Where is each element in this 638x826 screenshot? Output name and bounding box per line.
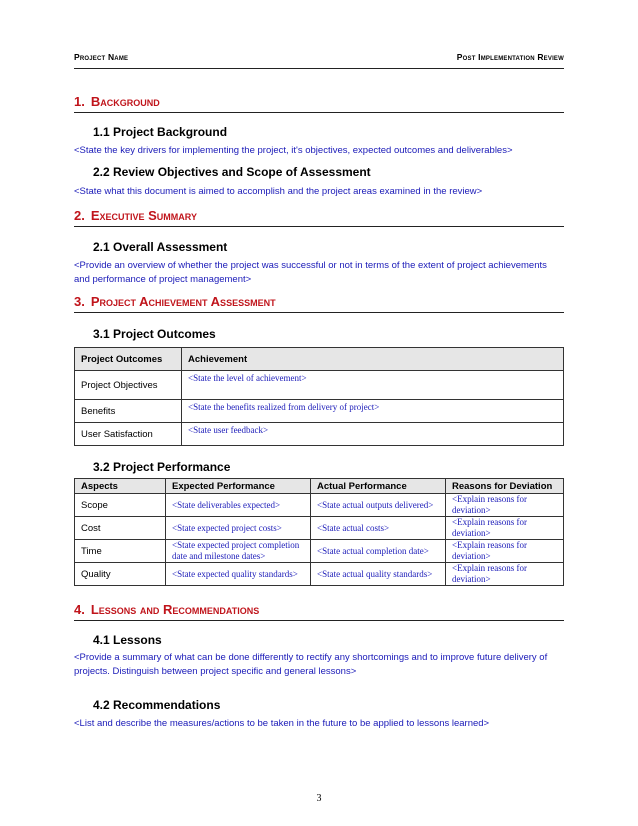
table-cell: User Satisfaction: [75, 423, 182, 446]
table-header-row: [75, 479, 564, 494]
page-number: 3: [316, 793, 322, 804]
table-cell: Cost: [75, 517, 166, 540]
outcomes-table: [74, 347, 564, 446]
table-cell: <State user feedback>: [182, 423, 564, 446]
paragraph-lessons: <Provide a summary of what can be done differently to rectify any shortcomings and to improve future delivery of projects. Distinguish between project specific and general lessons>: [74, 652, 548, 677]
column-header: Aspects: [75, 479, 166, 494]
table-cell: Project Objectives: [75, 371, 182, 400]
table-cell: <State actual outputs delivered>: [311, 494, 446, 517]
table-cell: Scope: [75, 494, 166, 517]
section-heading-achievement-assessment: [74, 294, 564, 313]
table-row: [75, 371, 564, 400]
section-heading-lessons: [74, 602, 564, 621]
table-header-row: [75, 348, 564, 371]
column-header: Achievement: [182, 348, 564, 371]
table-cell: <Explain reasons for deviation>: [446, 540, 564, 563]
table-cell: <State the benefits realized from delivery of project>: [182, 400, 564, 423]
paragraph-review-objectives: <State what this document is aimed to accomplish and the project areas examined in the review>: [74, 186, 483, 197]
section-number: 4.: [74, 602, 85, 617]
section-number: 2.: [74, 208, 85, 223]
section-title: Project Achievement Assessment: [90, 294, 276, 309]
table-cell: <Explain reasons for deviation>: [446, 517, 564, 540]
column-header: Expected Performance: [166, 479, 311, 494]
column-header: Reasons for Deviation: [446, 479, 564, 494]
table-cell: <State deliverables expected>: [166, 494, 311, 517]
table-cell: <State actual costs>: [311, 517, 446, 540]
subsection-project-background: 1.1 Project Background: [93, 125, 228, 139]
header-rule: [74, 68, 564, 69]
header-project-name: Project Name: [74, 52, 129, 62]
table-row: [75, 540, 564, 563]
table-cell: <State expected project completion date and milestone dates>: [166, 540, 311, 563]
table-row: [75, 563, 564, 586]
subsection-lessons: 4.1 Lessons: [93, 633, 162, 647]
table-cell: Time: [75, 540, 166, 563]
paragraph-project-background: <State the key drivers for implementing the project, it's objectives, expected outcomes and deliverables>: [74, 145, 513, 156]
table-cell: <State expected quality standards>: [166, 563, 311, 586]
section-title: Background: [90, 94, 160, 109]
subsection-project-outcomes: 3.1 Project Outcomes: [93, 327, 216, 341]
table-cell: <State the level of achievement>: [182, 371, 564, 400]
section-heading-executive-summary: [74, 208, 564, 227]
column-header: Project Outcomes: [75, 348, 182, 371]
table-cell: <State actual quality standards>: [311, 563, 446, 586]
subsection-review-objectives: 2.2 Review Objectives and Scope of Assessment: [93, 165, 371, 179]
header-doc-title: Post Implementation Review: [456, 52, 564, 62]
subsection-overall-assessment: 2.1 Overall Assessment: [93, 240, 228, 254]
section-title: Lessons and Recommendations: [90, 602, 260, 617]
performance-table: [74, 478, 564, 586]
section-number: 3.: [74, 294, 85, 309]
section-number: 1.: [74, 94, 85, 109]
subsection-recommendations: 4.2 Recommendations: [93, 698, 221, 712]
section-title: Executive Summary: [90, 208, 197, 223]
table-cell: <State actual completion date>: [311, 540, 446, 563]
paragraph-recommendations: <List and describe the measures/actions to be taken in the future to be applied to lessons learned>: [74, 718, 490, 729]
table-row: [75, 494, 564, 517]
table-cell: Quality: [75, 563, 166, 586]
table-cell: Benefits: [75, 400, 182, 423]
section-heading-background: [74, 94, 564, 113]
table-row: [75, 423, 564, 446]
table-cell: <Explain reasons for deviation>: [446, 494, 564, 517]
table-cell: <State expected project costs>: [166, 517, 311, 540]
table-row: [75, 400, 564, 423]
table-cell: <Explain reasons for deviation>: [446, 563, 564, 586]
subsection-project-performance: 3.2 Project Performance: [93, 460, 231, 474]
table-row: [75, 517, 564, 540]
paragraph-overall-assessment: <Provide an overview of whether the project was successful or not in terms of the extent of project achievements and performance of project management>: [74, 260, 547, 285]
column-header: Actual Performance: [311, 479, 446, 494]
page-header: [74, 52, 564, 66]
